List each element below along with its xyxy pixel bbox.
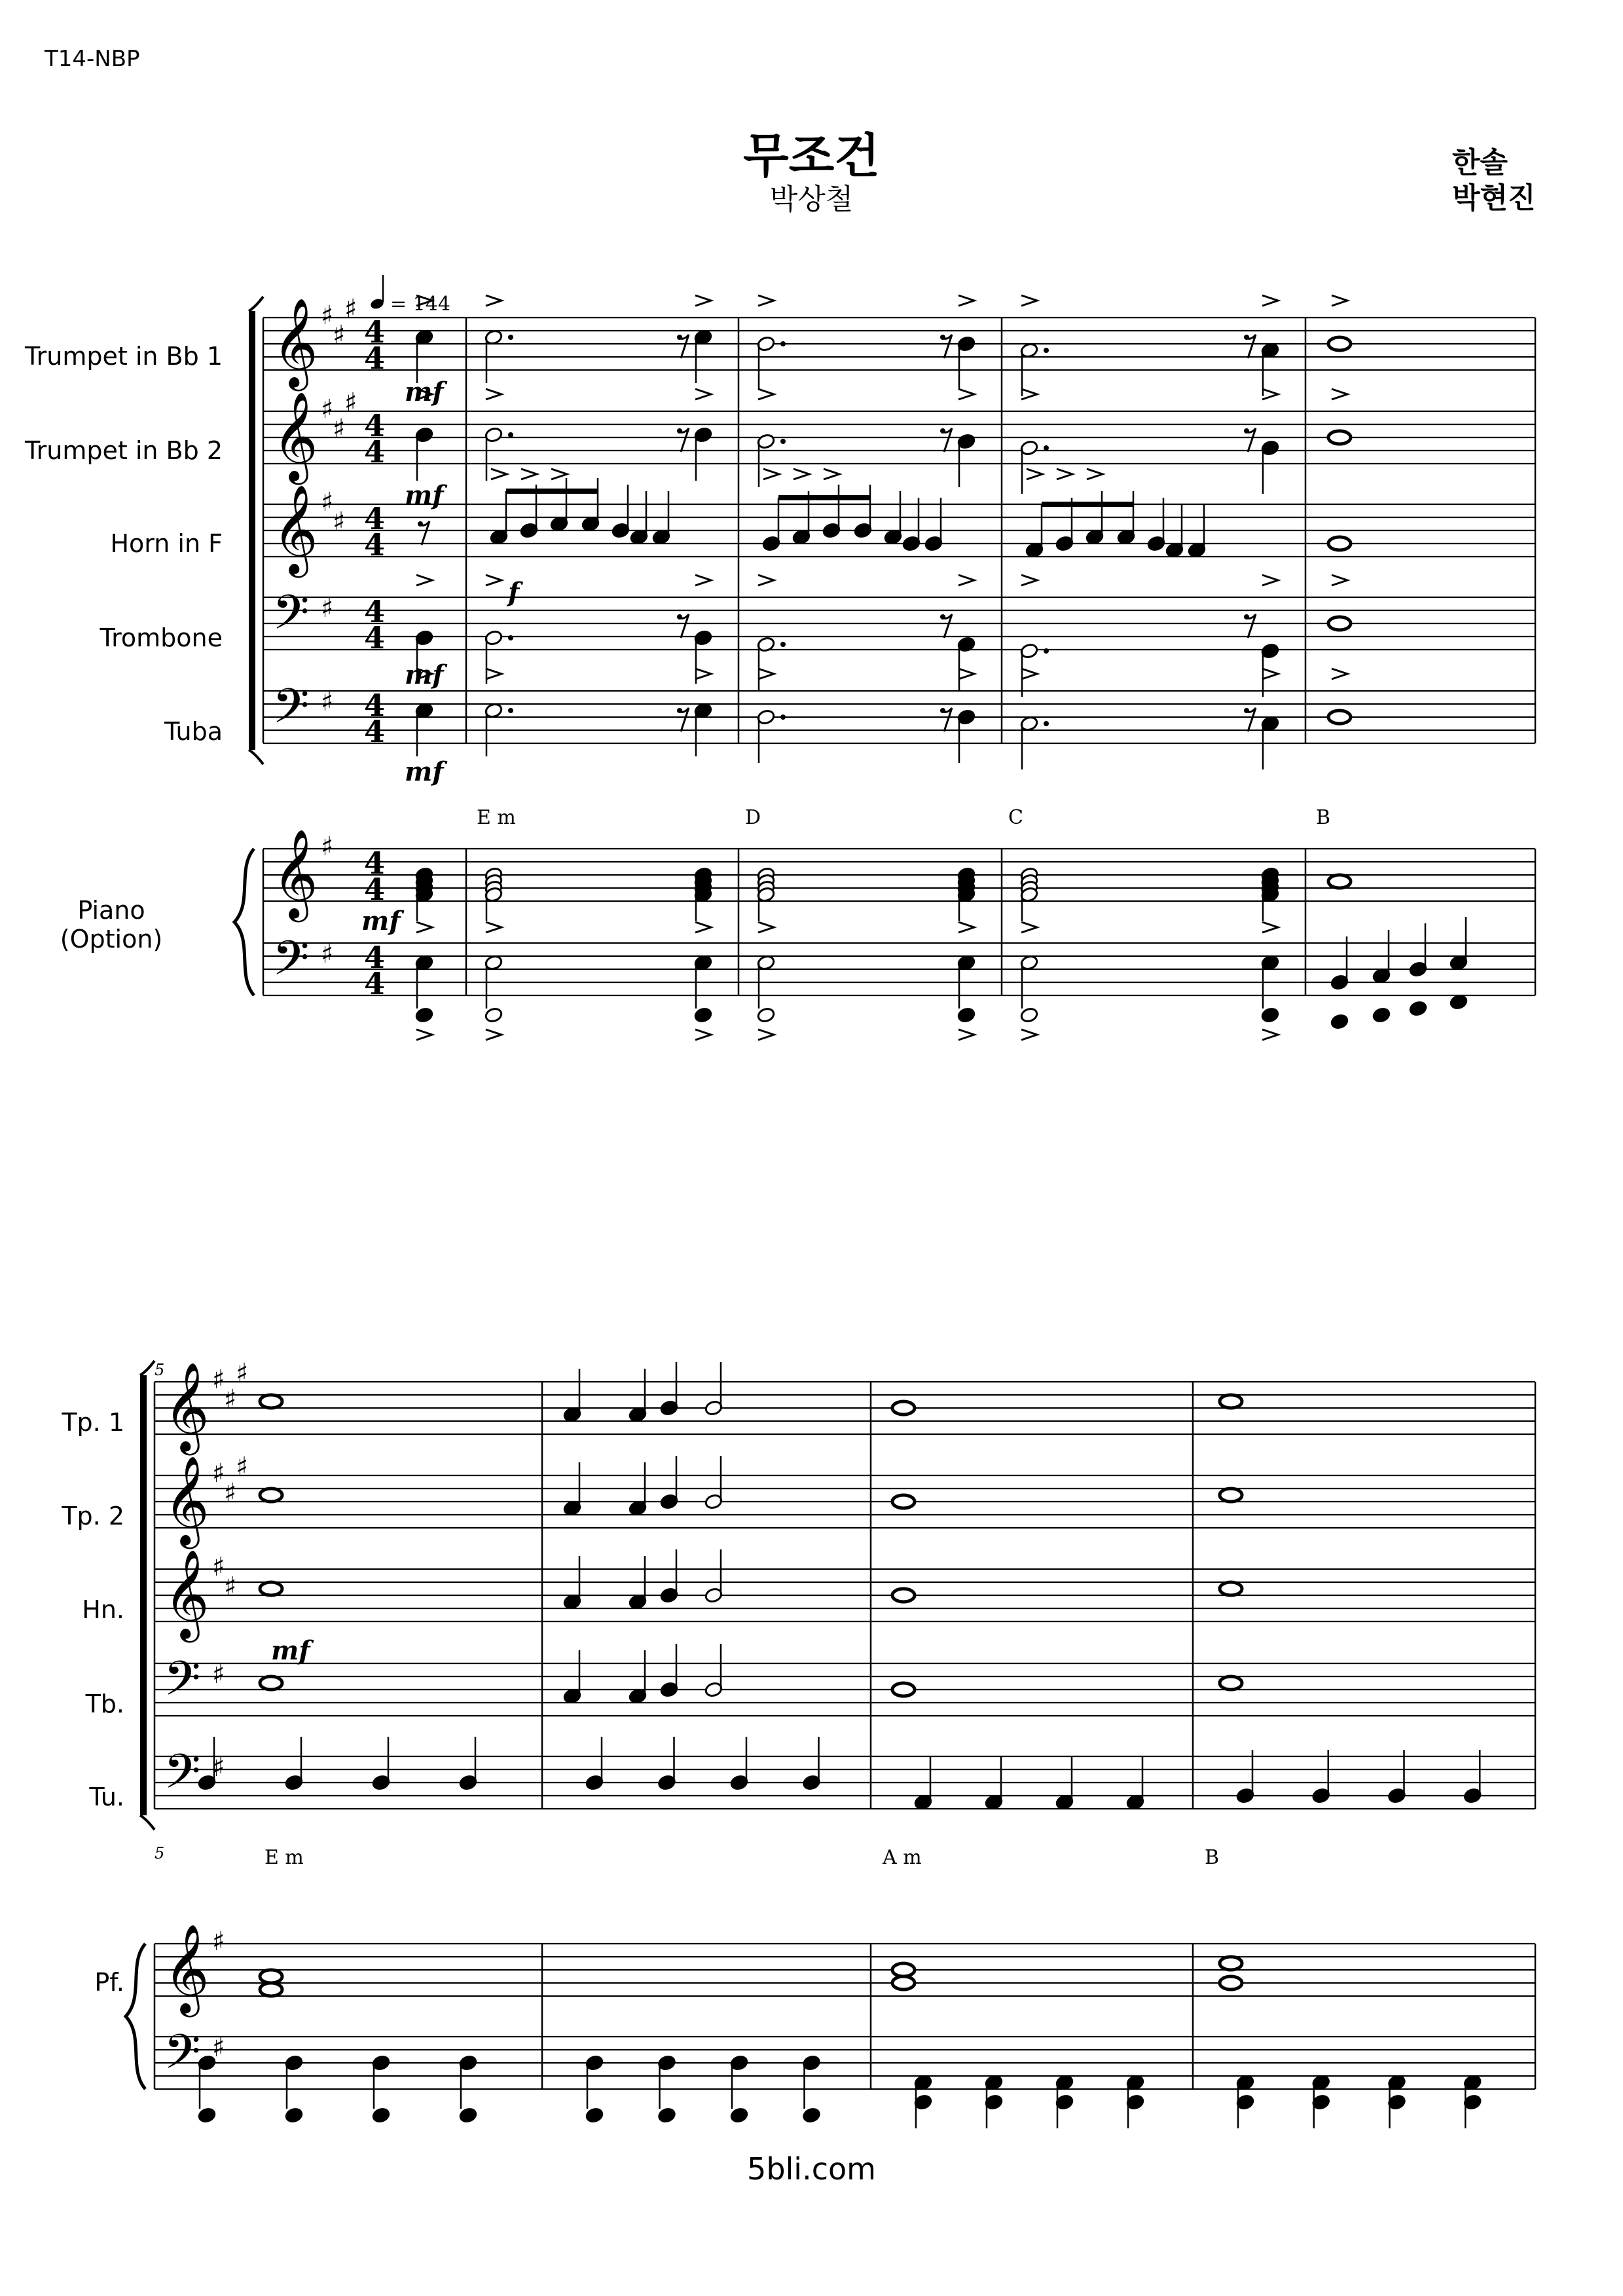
treble-clef-s1-tp2: 𝄞 [272, 390, 318, 481]
half-accent-4-0 [486, 669, 501, 679]
half-dot-1-0 [508, 432, 513, 437]
key-sharp-s2-pf-lh: ♯ [212, 2033, 225, 2063]
s2-whole-3-m1 [260, 1676, 282, 1690]
piano-brace-s2 [126, 1944, 145, 2089]
pf-lh-accent-3 [758, 1029, 774, 1040]
label-tp1-short: Tp. 1 [62, 1408, 124, 1437]
time-sig-digit-6-0: 4 [364, 940, 386, 975]
half-accent-3-1 [758, 575, 774, 585]
clefs [164, 294, 357, 2091]
horn-whole-m4 [1328, 537, 1351, 550]
s2-pf-rh-m4-b [1220, 1976, 1242, 1990]
pf-lh-head-1-1 [484, 1007, 503, 1023]
chord-sym-3: C [1008, 806, 1023, 829]
time-sig-digit-2-0: 4 [364, 501, 386, 536]
key-sharp-s1-tu: ♯ [321, 687, 334, 717]
bass-clef-s2-pf: 𝄢 [164, 2024, 201, 2091]
song-title: 무조건 [743, 128, 880, 183]
chord-sym-4: B [1316, 806, 1331, 829]
chord-sym-6: A m [883, 1846, 922, 1869]
s2-whole-3-m3 [892, 1683, 915, 1696]
barlines [155, 318, 1535, 2089]
s2-whole-2-m4 [1220, 1582, 1242, 1595]
half-accent-3-2 [1021, 575, 1037, 585]
treble-clef-s1-pf: 𝄞 [272, 828, 318, 918]
time-sig-digit-3-0: 4 [364, 594, 386, 629]
dyn-hn: f [508, 577, 520, 608]
half-dot-4-0 [508, 708, 513, 713]
s2-whole-0-m4 [1220, 1395, 1242, 1408]
key-sharp-s1-tp2: ♯ [321, 394, 334, 424]
label-horn: Horn in F [110, 529, 223, 558]
half-dot-1-1 [780, 439, 786, 444]
eighth-rest-0-0-dot [677, 335, 682, 340]
eighth-rest-4-1-dot [940, 708, 945, 713]
piano-measure-number: 5 [155, 1844, 165, 1862]
time-sig-digit-0-0: 4 [364, 314, 386, 350]
eighth-accent-0-0 [695, 295, 711, 306]
s2-pf-lh-low-0-2 [372, 2107, 391, 2123]
bass-clef-s2-tu: 𝄢 [164, 1743, 201, 1811]
treble-clef-s2-pf: 𝄞 [164, 1923, 210, 2013]
pf-rh-accent-6 [1262, 922, 1278, 933]
horn-accent-2-1 [1057, 469, 1072, 479]
label-trumpet-2: Trumpet in Bb 2 [25, 436, 223, 465]
time-sig-digit-5-1: 4 [364, 872, 386, 907]
eighth-accent-3-0 [695, 575, 711, 585]
half-dot-3-0 [508, 635, 513, 640]
pf-lh-accent-5 [1021, 1029, 1037, 1040]
s2-pf-rh-m1-b [260, 1983, 282, 1996]
key-sharp-s2-tp1: ♯ [236, 1358, 249, 1388]
half-dot-4-2 [1044, 721, 1049, 726]
whole-accent-m4-4 [1332, 669, 1347, 679]
bass-clef-s2-tb: 𝄢 [164, 1650, 201, 1718]
s2-whole-0-m1 [260, 1395, 282, 1408]
arranger-line-1: 한솔 [1452, 146, 1508, 179]
label-tuba: Tuba [164, 717, 223, 746]
whole-accent-m4-3 [1332, 575, 1347, 585]
key-sharp-s2-tb: ♯ [212, 1659, 225, 1690]
pf-rh-accent-0 [416, 922, 432, 933]
dyn-tp1: mf [405, 377, 444, 407]
key-sharp-s1-tp1: ♯ [333, 320, 346, 350]
notes [198, 295, 1482, 2128]
time-signatures [364, 314, 385, 1001]
whole-note-m4-3 [1328, 617, 1351, 630]
key-sharp-s1-hn: ♯ [321, 487, 334, 517]
label-trumpet-1: Trumpet in Bb 1 [25, 342, 223, 371]
s2-pf-lh-low-0-1 [285, 2107, 304, 2123]
s2-pf-lh-low-1-1 [657, 2107, 676, 2123]
s2-whole-1-m1 [260, 1489, 282, 1502]
ensemble-bracket-s2 [140, 1375, 147, 1815]
s2-pf-rh-m3-b [892, 1976, 915, 1990]
whole-note-m4-4 [1328, 711, 1351, 724]
half-dot-1-2 [1044, 445, 1049, 451]
treble-clef-s2-tp2: 𝄞 [164, 1454, 210, 1545]
chord-sym-5: E m [264, 1846, 304, 1869]
eighth-accent-3-1 [958, 575, 974, 585]
horn-accent-2-2 [1087, 469, 1103, 479]
time-sig-digit-1-1: 4 [364, 434, 386, 470]
eighth-accent-4-0 [695, 669, 711, 679]
horn-accent-0-0 [491, 469, 507, 479]
label-tb-short: Tb. [85, 1690, 124, 1718]
label-hn-short: Hn. [82, 1595, 124, 1624]
treble-clef-s1-hn: 𝄞 [272, 483, 318, 574]
treble-clef-s1-tp1: 𝄞 [272, 297, 318, 387]
key-sharp-s1-hn: ♯ [333, 507, 346, 537]
half-dot-4-1 [780, 714, 786, 720]
whole-accent-m4-1 [1332, 389, 1347, 399]
eighth-rest-3-2-dot [1244, 614, 1249, 620]
pf-rh-accent-2 [695, 922, 711, 933]
time-sig-digit-1-0: 4 [364, 408, 386, 443]
time-sig-digit-5-0: 4 [364, 845, 386, 881]
key-sharp-s2-tp2: ♯ [236, 1452, 249, 1482]
pf-rh-accent-4 [958, 922, 974, 933]
ensemble-bracket-s1 [249, 311, 255, 750]
staff-lines [155, 318, 1535, 2089]
pf-lh-accent-2 [695, 1029, 711, 1040]
pf-rh-accent-3 [758, 922, 774, 933]
measure-number: 5 [155, 1361, 165, 1379]
dyn-tu: mf [405, 756, 444, 787]
key-sharp-s1-pf-rh: ♯ [321, 832, 334, 862]
s2-whole-2-m3 [892, 1589, 915, 1602]
chord-sym-1: E m [477, 806, 516, 829]
key-sharp-s1-tp2: ♯ [333, 414, 346, 444]
horn-accent-2-0 [1027, 469, 1042, 479]
eighth-accent-4-1 [958, 669, 974, 679]
pf-rh-m4-whole [1328, 875, 1351, 888]
eighth-accent-0-2 [1262, 295, 1278, 306]
bass-clef-s1-tu: 𝄢 [272, 678, 310, 745]
key-sharp-s1-tb: ♯ [321, 593, 334, 623]
tempo-value: = 144 [390, 293, 450, 316]
eighth-rest-3-0-dot [677, 614, 682, 620]
half-dot-0-2 [1044, 348, 1049, 353]
eighth-rest-0-1-dot [940, 335, 945, 340]
time-sig-digit-0-1: 4 [364, 341, 386, 376]
key-sharp-s2-tu: ♯ [212, 1752, 225, 1783]
piano-brace-s1 [234, 849, 254, 995]
eighth-accent-1-0 [695, 389, 711, 399]
pf-lh-head-6-1 [1261, 1007, 1280, 1023]
s2-pf-rh-m1 [260, 1970, 282, 1983]
s2-pf-lh-low-0-0 [198, 2107, 217, 2123]
half-accent-3-0 [486, 575, 501, 585]
time-sig-digit-2-1: 4 [364, 527, 386, 563]
eighth-accent-0-1 [958, 295, 974, 306]
bass-clef-s1-tb: 𝄢 [272, 584, 310, 652]
s2-whole-1-m4 [1220, 1489, 1242, 1502]
arranger-line-2: 박현진 [1452, 181, 1536, 215]
bracket-bottom-hook-s2 [140, 1815, 155, 1830]
half-dot-3-2 [1044, 648, 1049, 654]
eighth-rest-3-1-dot [940, 614, 945, 620]
half-dot-0-1 [780, 341, 786, 346]
s2-pf-rh-m4 [1220, 1957, 1242, 1970]
song-artist: 박상철 [769, 183, 854, 216]
key-sharp-s2-pf-rh: ♯ [212, 1927, 225, 1957]
eighth-rest-4-2-dot [1244, 708, 1249, 713]
time-sig-digit-4-1: 4 [364, 714, 386, 749]
half-dot-3-1 [780, 642, 786, 647]
half-accent-4-2 [1021, 669, 1037, 679]
label-piano-line-2: (Option) [60, 925, 163, 954]
eighth-rest-1-2-dot [1244, 428, 1249, 434]
eighth-accent-1-1 [958, 389, 974, 399]
treble-clef-s2-tp1: 𝄞 [164, 1361, 210, 1451]
pf-lh-head-4-1 [957, 1007, 976, 1023]
pf-lh-m4-low-1 [1372, 1007, 1391, 1023]
bracket-top-hook-s2 [140, 1361, 155, 1375]
eighth-accent-1-2 [1262, 389, 1278, 399]
eighth-rest-0-2-dot [1244, 335, 1249, 340]
horn-accent-1-2 [824, 469, 839, 479]
dyn-tb: mf [405, 659, 444, 690]
key-sharp-s1-tp1: ♯ [344, 294, 357, 324]
eighth-accent-4-2 [1262, 669, 1278, 679]
dyn-tp2: mf [405, 480, 444, 511]
label-tp2-short: Tp. 2 [62, 1502, 124, 1530]
key-sharp-s2-tp2: ♯ [212, 1458, 225, 1489]
s2-whole-1-m3 [892, 1495, 915, 1508]
half-accent-1-0 [486, 389, 501, 399]
s2-whole-2-m1 [260, 1582, 282, 1595]
s2-pf-lh-low-1-2 [730, 2107, 749, 2123]
treble-clef-s2-hn: 𝄞 [164, 1548, 210, 1639]
key-sharp-s1-pf-lh: ♯ [321, 939, 334, 969]
eighth-rest-1-1-dot [940, 428, 945, 434]
chord-sym-7: B [1205, 1846, 1220, 1869]
half-accent-0-1 [758, 295, 774, 306]
label-trombone: Trombone [100, 623, 223, 652]
half-accent-1-1 [758, 389, 774, 399]
pickup-accent-3 [416, 575, 432, 585]
pf-lh-m4-low-0 [1330, 1013, 1349, 1029]
tempo-mark [369, 275, 450, 316]
s2-whole-3-m4 [1220, 1676, 1242, 1690]
horn-accent-1-0 [763, 469, 779, 479]
pf-lh-head-5-1 [1020, 1007, 1039, 1023]
whole-accent-m4-0 [1332, 295, 1347, 306]
pf-lh-accent-4 [958, 1029, 974, 1040]
pf-rh-accent-1 [486, 922, 501, 933]
half-accent-0-0 [486, 295, 501, 306]
pf-lh-accent-1 [486, 1029, 501, 1040]
dyn-pf: mf [361, 906, 401, 936]
whole-note-m4-1 [1328, 431, 1351, 444]
dyn-hn-2: mf [271, 1635, 310, 1666]
s2-whole-0-m3 [892, 1401, 915, 1415]
horn-accent-1-1 [793, 469, 809, 479]
time-sig-digit-6-1: 4 [364, 966, 386, 1001]
label-tu-short: Tu. [89, 1783, 124, 1811]
pf-lh-m4-low-2 [1409, 1000, 1428, 1016]
eighth-rest-1-0-dot [677, 428, 682, 434]
eighth-accent-3-2 [1262, 575, 1278, 585]
half-accent-0-2 [1021, 295, 1037, 306]
pf-lh-head-3-1 [757, 1007, 776, 1023]
pf-lh-head-2-1 [694, 1007, 713, 1023]
key-sharp-s2-hn: ♯ [224, 1572, 237, 1602]
pf-lh-accent-6 [1262, 1029, 1278, 1040]
bracket-top-hook-s1 [249, 297, 263, 311]
half-accent-1-2 [1021, 389, 1037, 399]
pf-lh-m4-low-3 [1450, 993, 1468, 1010]
s2-pf-lh-low-0-3 [459, 2107, 478, 2123]
chord-sym-2: D [745, 806, 761, 829]
whole-note-m4-0 [1328, 337, 1351, 350]
footer-site: 5bli.com [747, 2151, 876, 2187]
key-sharp-s1-tp1: ♯ [321, 301, 334, 331]
bass-clef-s1-pf: 𝄢 [272, 930, 310, 997]
s2-pf-lh-low-1-0 [585, 2107, 604, 2123]
key-sharp-s1-tp2: ♯ [344, 388, 357, 418]
key-sharp-s2-tp1: ♯ [212, 1365, 225, 1395]
key-sharp-s2-tp1: ♯ [224, 1384, 237, 1415]
horn-pickup-rest-dot [418, 521, 423, 527]
time-sig-digit-4-0: 4 [364, 688, 386, 723]
pf-lh-accent-0 [416, 1029, 432, 1040]
label-pf-short: Pf. [94, 1968, 124, 1997]
key-sharp-s2-tp2: ♯ [224, 1478, 237, 1508]
pf-rh-accent-5 [1021, 922, 1037, 933]
half-accent-4-1 [758, 669, 774, 679]
horn-accent-0-1 [521, 469, 537, 479]
score-code: T14-NBP [45, 46, 140, 72]
label-piano-line-1: Piano [77, 896, 145, 925]
bracket-bottom-hook-s1 [249, 750, 263, 764]
pf-lh-head-0-1 [415, 1007, 434, 1023]
s2-pf-rh-m3 [892, 1963, 915, 1976]
eighth-rest-4-0-dot [677, 708, 682, 713]
half-dot-0-0 [508, 335, 513, 340]
time-sig-digit-3-1: 4 [364, 620, 386, 656]
key-sharp-s2-hn: ♯ [212, 1552, 225, 1582]
s2-pf-lh-low-1-3 [802, 2107, 821, 2123]
horn-accent-0-2 [551, 469, 567, 479]
brackets [126, 297, 263, 2089]
